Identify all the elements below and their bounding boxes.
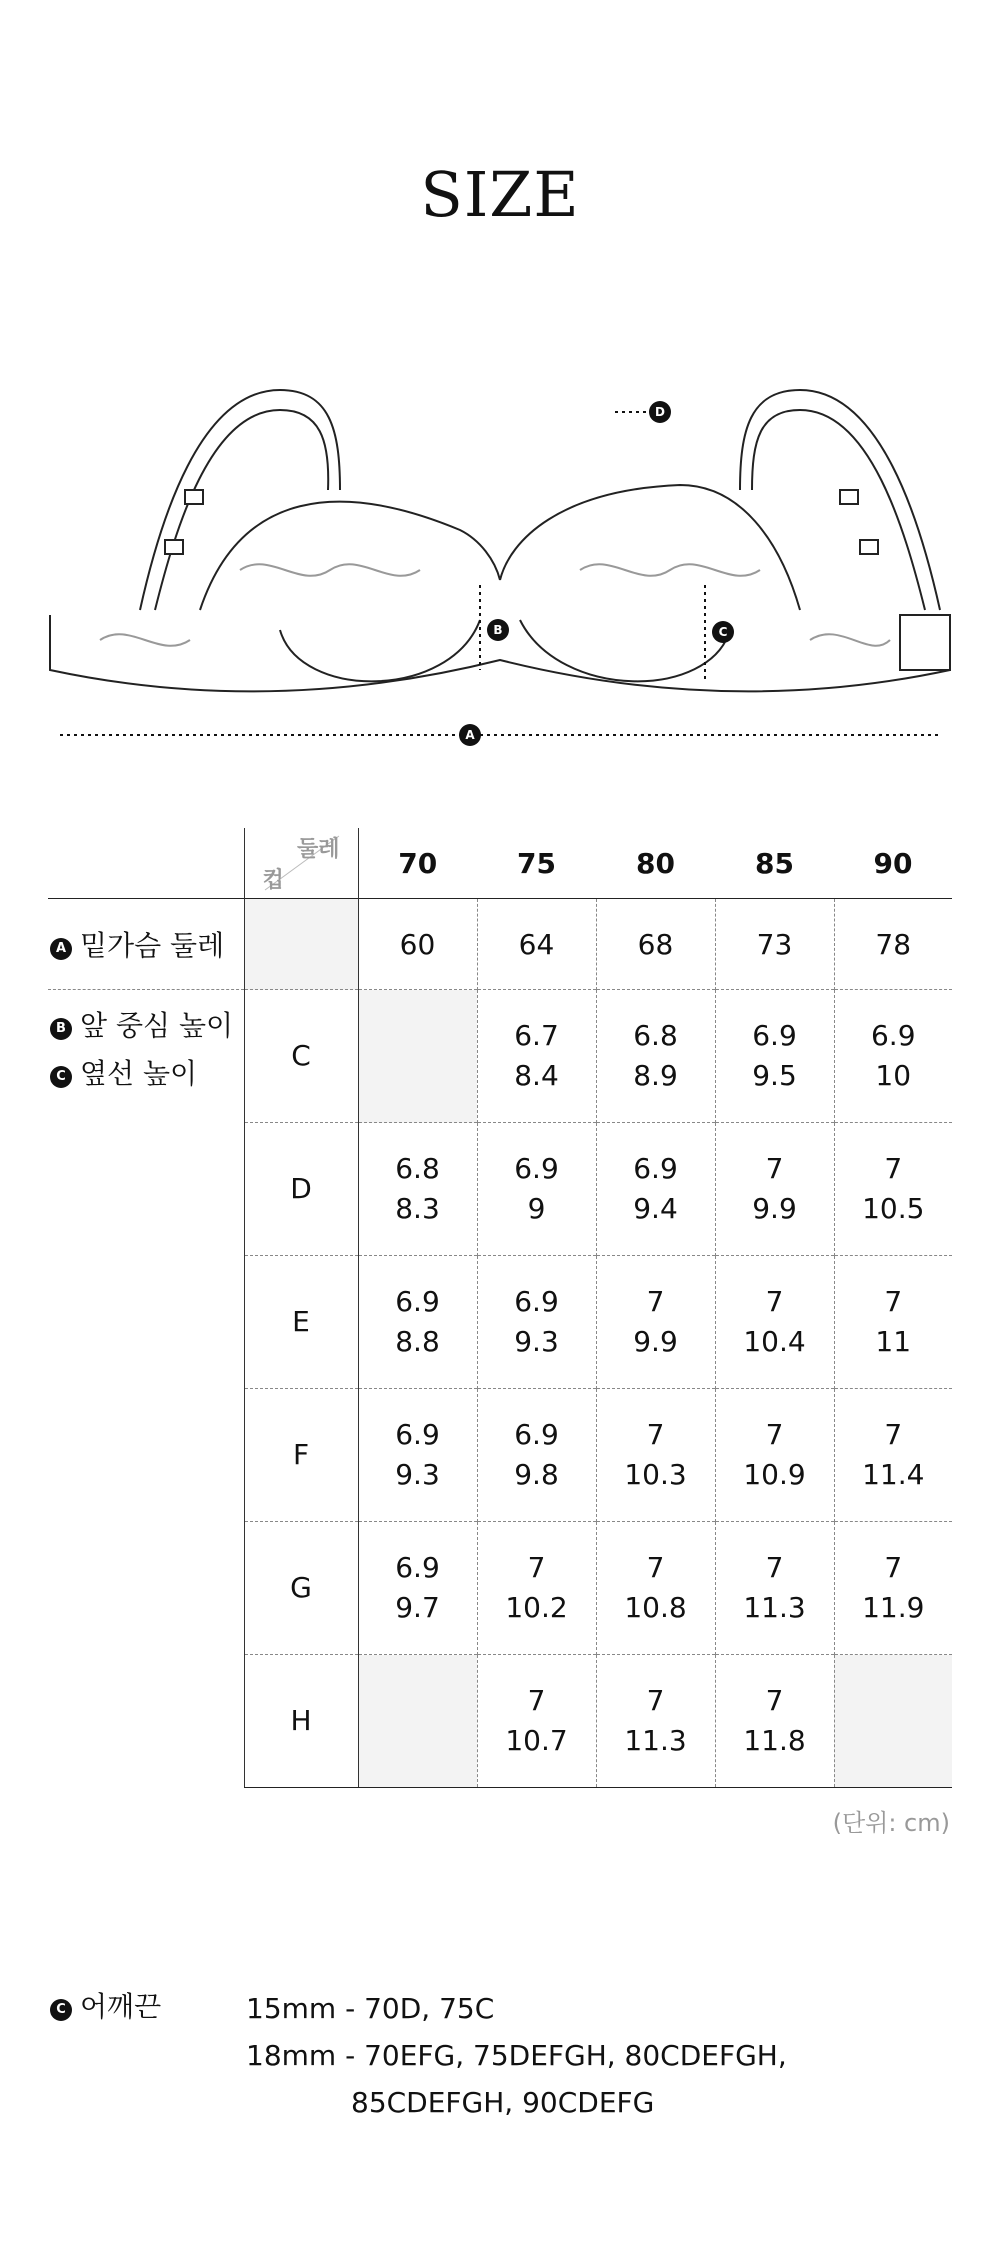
front-height: 6.8 (633, 1019, 678, 1052)
side-height: 9.8 (514, 1458, 559, 1491)
cell-g-70 (358, 1522, 477, 1655)
front-height: 6.9 (514, 1285, 559, 1318)
corner-bottom-label: 컵 (262, 868, 284, 893)
cup-label-d: D (244, 1123, 358, 1256)
side-height: 10.5 (862, 1192, 925, 1225)
front-height: 7 (646, 1551, 665, 1584)
front-height: 7 (646, 1684, 665, 1717)
cell-g-75 (477, 1522, 596, 1655)
marker-a-icon: A (50, 938, 72, 960)
front-height: 7 (527, 1551, 546, 1584)
marker-d: D (655, 405, 665, 419)
front-height: 6.9 (633, 1152, 678, 1185)
side-height: 9 (527, 1192, 546, 1225)
cell-e-75 (477, 1256, 596, 1389)
front-height: 6.9 (514, 1418, 559, 1451)
front-height: 7 (884, 1152, 903, 1185)
cup-label-h: H (244, 1655, 358, 1788)
height-label-1: 옆선 높이 (80, 1057, 198, 1090)
side-height: 10.9 (743, 1458, 806, 1491)
underbust-75: 64 (477, 899, 596, 990)
front-height: 7 (646, 1418, 665, 1451)
strap-line-3: 85CDEFGH, 90CDEFG (351, 2086, 655, 2119)
side-height: 11.4 (862, 1458, 925, 1491)
height-label-0: 앞 중심 높이 (80, 1009, 234, 1042)
cell-g-90 (834, 1522, 952, 1655)
strap-line-2: 18mm - 70EFG, 75DEFGH, 80CDEFGH, (246, 2039, 787, 2072)
underbust-90: 78 (834, 899, 952, 990)
front-height: 7 (765, 1152, 784, 1185)
page-title: SIZE (420, 158, 580, 231)
side-height: 11.8 (743, 1724, 806, 1757)
cell-f-75 (477, 1389, 596, 1522)
cell-e-90 (834, 1256, 952, 1389)
side-height: 11.3 (624, 1724, 687, 1757)
front-height: 7 (765, 1551, 784, 1584)
side-height: 10.3 (624, 1458, 687, 1491)
corner-cell (244, 828, 358, 899)
front-height: 7 (884, 1285, 903, 1318)
side-height: 10 (875, 1059, 912, 1092)
side-height: 9.7 (395, 1591, 440, 1624)
cell-c-70 (358, 990, 477, 1123)
band-70: 70 (358, 828, 477, 899)
cell-d-80 (596, 1123, 715, 1256)
cell-h-90 (834, 1655, 952, 1788)
front-height: 6.9 (514, 1152, 559, 1185)
bra-illustration (40, 370, 960, 750)
underbust-85: 73 (715, 899, 834, 990)
cell-c-85 (715, 990, 834, 1123)
side-height: 9.5 (752, 1059, 797, 1092)
side-height: 9.9 (752, 1192, 797, 1225)
cell-c-80 (596, 990, 715, 1123)
cell-f-90 (834, 1389, 952, 1522)
cell-c-90 (834, 990, 952, 1123)
side-height: 10.8 (624, 1591, 687, 1624)
cup-label-e: E (244, 1256, 358, 1389)
cell-c-75 (477, 990, 596, 1123)
size-table (48, 828, 952, 1788)
front-height: 7 (884, 1418, 903, 1451)
side-height: 9.9 (633, 1325, 678, 1358)
marker-c-icon: C (50, 1066, 72, 1088)
marker-c: C (718, 625, 728, 639)
marker-a: A (465, 728, 475, 742)
height-labels (48, 990, 244, 1788)
front-height: 7 (765, 1418, 784, 1451)
corner-top-label: 둘레 (296, 837, 340, 862)
front-height: 7 (884, 1551, 903, 1584)
cup-label-g: G (244, 1522, 358, 1655)
side-height: 10.7 (505, 1724, 568, 1757)
cell-g-80 (596, 1522, 715, 1655)
front-height: 6.9 (395, 1285, 440, 1318)
cell-f-70 (358, 1389, 477, 1522)
cell-f-80 (596, 1389, 715, 1522)
marker-c-icon: C (50, 1999, 72, 2021)
side-height: 9.4 (633, 1192, 678, 1225)
front-height: 6.9 (870, 1019, 916, 1052)
cup-row-c (48, 990, 952, 1123)
cup-label-c: C (244, 990, 358, 1123)
front-height: 7 (646, 1285, 665, 1318)
cell-g-85 (715, 1522, 834, 1655)
front-height: 7 (765, 1285, 784, 1318)
side-height: 8.9 (633, 1059, 678, 1092)
side-height: 8.4 (514, 1059, 559, 1092)
band-75: 75 (517, 846, 556, 880)
cell-h-85 (715, 1655, 834, 1788)
front-height: 7 (527, 1684, 546, 1717)
side-height: 9.3 (395, 1458, 440, 1491)
underbust-80: 68 (596, 899, 715, 990)
underbust-label: A 밑가슴 둘레 (48, 899, 244, 990)
cell-d-90 (834, 1123, 952, 1256)
front-height: 6.7 (514, 1019, 559, 1052)
marker-b-icon: B (50, 1018, 72, 1040)
band-header-row (48, 828, 952, 899)
side-height: 10.4 (743, 1325, 806, 1358)
cell-e-80 (596, 1256, 715, 1389)
front-height: 6.9 (395, 1551, 440, 1584)
cell-e-85 (715, 1256, 834, 1389)
cell-d-85 (715, 1123, 834, 1256)
side-height: 11.9 (862, 1591, 925, 1624)
band-85: 85 (755, 846, 794, 880)
side-height: 8.3 (395, 1192, 440, 1225)
marker-b: B (493, 623, 503, 637)
underbust-row (48, 899, 952, 990)
band-90: 90 (873, 846, 913, 880)
strap-line-1: 15mm - 70D, 75C (246, 1992, 495, 2025)
side-height: 10.2 (505, 1591, 568, 1624)
cell-h-80 (596, 1655, 715, 1788)
cell-h-75 (477, 1655, 596, 1788)
strap-label: C 어깨끈 (50, 1985, 161, 2025)
side-height: 8.8 (395, 1325, 440, 1358)
cell-f-85 (715, 1389, 834, 1522)
front-height: 6.9 (752, 1019, 797, 1052)
cell-e-70 (358, 1256, 477, 1389)
band-80: 80 (636, 846, 675, 880)
cup-label-f: F (244, 1389, 358, 1522)
cell-h-70 (358, 1655, 477, 1788)
underbust-70: 60 (358, 899, 477, 990)
side-height: 11.3 (743, 1591, 806, 1624)
front-height: 6.8 (395, 1152, 440, 1185)
unit-note: (단위: cm) (832, 1809, 950, 1837)
cell-d-75 (477, 1123, 596, 1256)
front-height: 6.9 (395, 1418, 440, 1451)
cell-d-70 (358, 1123, 477, 1256)
side-height: 11 (875, 1325, 912, 1358)
front-height: 7 (765, 1684, 784, 1717)
side-height: 9.3 (514, 1325, 559, 1358)
